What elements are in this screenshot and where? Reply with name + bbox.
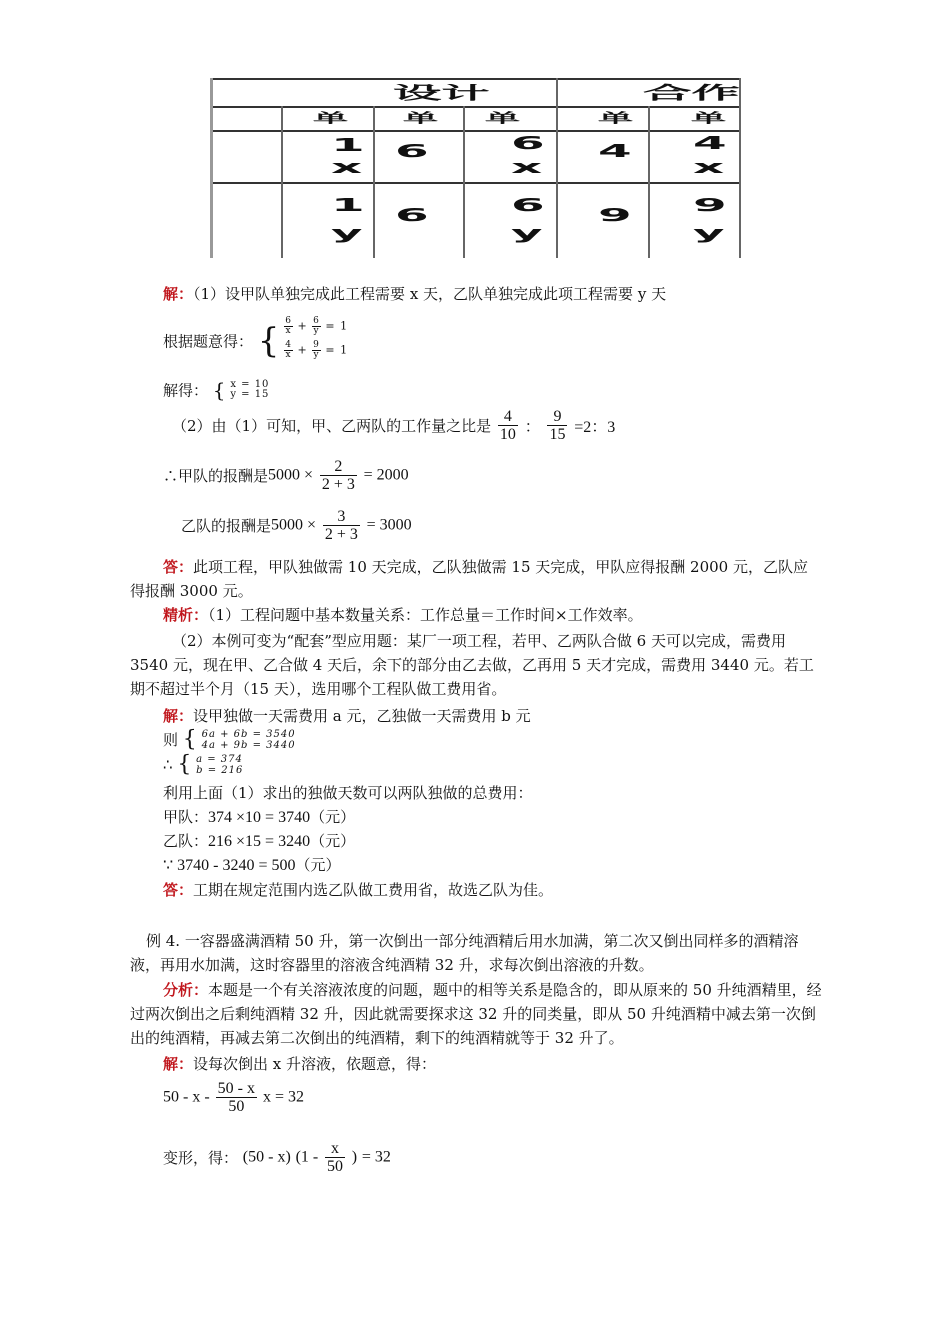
table-cell: 6 [511,134,545,154]
table-cell: y [331,224,363,244]
table-cell: 4 [693,134,727,154]
equation-4: 50 - x - $\frac{50 - x}{50}$ x = 32 [163,1080,305,1115]
table-cell: 4 [598,142,632,162]
equation-line-2: $\frac{4}{x}$ + $\frac{9}{y}$ = 1 [285,340,349,360]
table-cell: x [331,158,363,178]
table-subheader: 单 [403,110,439,126]
equation-line-1: $\frac{6}{x}$ + $\frac{6}{y}$ = 1 [285,316,349,336]
answer-1: 答：此项工程，甲队独做需 10 天完成，乙队独做需 15 天完成，甲队应得报酬 2000 元，乙队应得报酬 3000 元。 [130,558,808,600]
table-cell: 9 [693,196,727,216]
table-cell: 6 [395,206,429,226]
table-cell: x [511,158,543,178]
pay-b-line: 乙队的报酬是5000 × $\frac{3}{2 + 3}$ = 3000 [181,508,412,543]
table-header-left: 设计 [393,84,490,104]
table-subheader: 单 [691,110,727,126]
analysis-1: 精析：（1）工程问题中基本数量关系：工作总量＝工作时间×工作效率。 [163,606,643,624]
solution-1-text: （1）设甲队单独完成此工程需要 x 天，乙队单独完成此项工程需要 y 天 [193,285,667,303]
table-cell: 6 [395,142,429,162]
ratio-line: （2）由（1）可知，甲、乙两队的工作量之比是 $\frac{4}{10}$ ： $\frac{9}{15}$ =2：3 [172,408,616,443]
table-cell: y [693,224,725,244]
work-table-image [210,78,741,258]
result-y: y = 15 [230,389,270,400]
example-4: 例 4. 一容器盛满酒精 50 升，第一次倒出一部分纯酒精后用水加满，第二次又倒出同样多的酒精溶液，再用水加满，这时容器里的溶液含纯酒精 32 升，求每次倒出溶液的升数。 [130,932,799,974]
table-subheader: 单 [313,110,349,126]
answer-2: 答：工期在规定范围内选乙队做工费用省，故选乙队为佳。 [163,881,554,899]
analysis-4: 分析：本题是一个有关溶液浓度的问题，题中的相等关系是隐含的，即从原来的 50 升纯酒精里，经过两次倒出之后剩纯酒精 32 升，因此就需要探求这 32 升的同类量，即从 50 升纯酒精中减去第一次倒出的纯酒精，再减去第二次倒出的纯酒精，剩下的纯酒精就等于 32 升了。 [130,981,822,1047]
result-prefix: 解得： [163,381,209,400]
solution-2-line: 解：设甲独做一天需费用 a 元，乙独做一天需费用 b 元 [163,707,531,725]
table-subheader: 单 [598,110,634,126]
solution-label: 解： [163,285,194,303]
equation-prefix: 根据题意得： [163,332,254,351]
solution-4-line: 解：设每次倒出 x 升溶液，依题意，得： [163,1055,437,1073]
pay-a-line: ∴甲队的报酬是5000 × $\frac{2}{2 + 3}$ = 2000 [163,458,409,493]
table-header-right: 合作 [643,84,740,104]
variant-problem: （2）本例可变为“配套”型应用题：某厂一项工程，若甲、乙两队合做 6 天可以完成，需费用 3540 元，现在甲、乙合做 4 天后，余下的部分由乙去做，乙再用 5 天才完成，需费用 3440 元。若工期不超过半个月（15 天），选用哪个工程队做工费用省。 [130,632,814,698]
cost-a-line: 甲队：374 ×10 = 3740（元） [163,808,356,826]
table-cell: 9 [598,206,632,226]
table-cell: 1 [331,136,365,156]
solution-result: 解得： { x = 10 y = 15 [163,378,270,402]
table-cell: 6 [511,196,545,216]
table-cell: x [693,158,725,178]
table-cell: y [511,224,543,244]
total-cost-intro: 利用上面（1）求出的独做天数可以两队独做的总费用： [163,784,533,802]
equation-5: 变形，得： (50 - x) (1 - $\frac{x}{50}$ ) = 32 [163,1140,391,1175]
cost-b-line: 乙队：216 ×15 = 3240（元） [163,832,356,850]
solution-1-line [163,283,666,304]
equation-system-1: 根据题意得： { $\frac{6}{x}$ + $\frac{6}{y}$ = 1 $\frac{4}{x}$ + $\frac{9}{y}$ = 1 [163,317,348,365]
equation-system-2: 则 { 6a + 6b = 3540 4a + 9b = 3440 [163,727,296,752]
result-x: x = 10 [230,379,270,390]
table-cell: 1 [331,196,365,216]
table-subheader: 单 [485,110,521,126]
cost-diff-line: ∵ 3740 - 3240 = 500（元） [163,856,341,874]
equation-system-3: ∴ { a = 374 b = 216 [163,752,244,777]
